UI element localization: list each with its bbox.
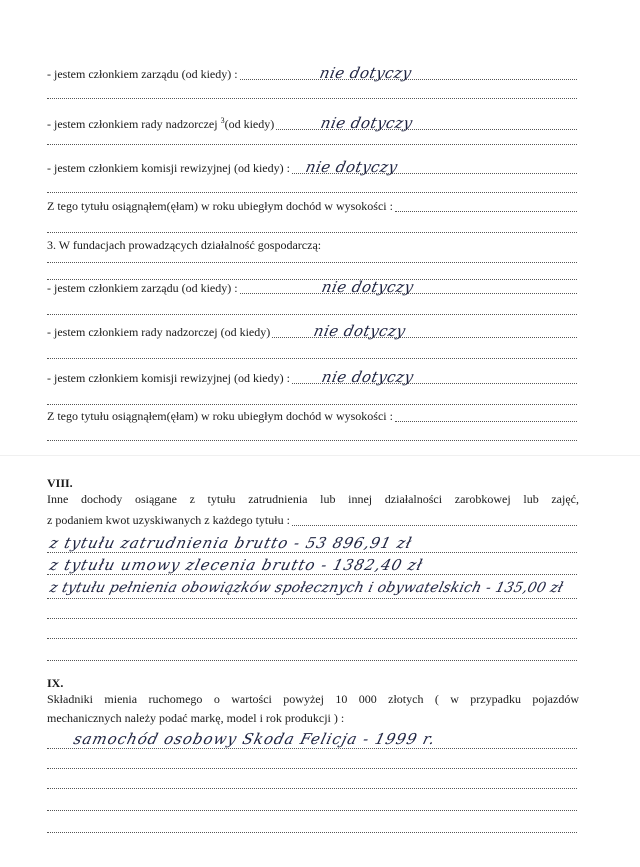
audit-committee-field bbox=[292, 158, 577, 178]
audit-committee-handwritten-value: nie dotyczy bbox=[304, 158, 400, 176]
section-viii-description-row bbox=[47, 510, 577, 530]
footnote-marker: 3 bbox=[220, 116, 225, 125]
blank-dotted-line bbox=[47, 660, 577, 661]
blank-dotted-line bbox=[47, 404, 577, 405]
other-income-entry-2: z tytułu umowy zlecenia brutto - 1382,40 zł bbox=[47, 556, 426, 574]
blank-dotted-line bbox=[47, 810, 577, 811]
audit-committee-label: - jestem członkiem komisji rewizyjnej (od kiedy) : bbox=[47, 161, 290, 175]
paper-crease bbox=[0, 455, 640, 456]
income-label: Z tego tytułu osiągnąłem(ęłam) w roku ubiegłym dochód w wysokości : bbox=[47, 199, 393, 213]
board-member-field bbox=[240, 64, 577, 84]
foundation-board-member-field bbox=[240, 278, 577, 298]
board-member-handwritten-value: nie dotyczy bbox=[317, 64, 414, 82]
blank-dotted-line bbox=[47, 262, 577, 263]
blank-dotted-line bbox=[47, 98, 577, 99]
blank-dotted-line bbox=[47, 618, 577, 619]
foundation-supervisory-label: - jestem członkiem rady nadzorczej (od kiedy) bbox=[47, 325, 271, 339]
section-viii-heading: VIII. bbox=[47, 476, 73, 490]
supervisory-board-field bbox=[276, 114, 577, 134]
income-row bbox=[47, 196, 577, 216]
movable-property-entry-1: samochód osobowy Skoda Felicja - 1999 r. bbox=[71, 730, 438, 748]
section-ix-description-line-1: Składniki mienia ruchomego o wartości powyżej 10 000 złotych ( w przypadku pojazdów bbox=[47, 692, 579, 706]
blank-dotted-line bbox=[47, 832, 577, 833]
blank-dotted-line bbox=[47, 440, 577, 441]
foundation-income-field bbox=[395, 406, 577, 426]
foundation-audit-label: - jestem członkiem komisji rewizyjnej (od kiedy) : bbox=[47, 371, 290, 385]
blank-dotted-line bbox=[47, 598, 577, 599]
foundation-board-member-label: - jestem członkiem zarządu (od kiedy) : bbox=[47, 281, 238, 295]
foundation-audit-handwritten-value: nie dotyczy bbox=[320, 368, 416, 386]
board-member-label: - jestem członkiem zarządu (od kiedy) : bbox=[47, 67, 238, 81]
income-field bbox=[395, 196, 577, 216]
supervisory-board-handwritten-value: nie dotyczy bbox=[319, 114, 415, 132]
foundation-audit-field bbox=[292, 368, 577, 388]
blank-dotted-line bbox=[47, 192, 577, 193]
section-viii-description-line-1: Inne dochody osiągane z tytułu zatrudnienia lub innej działalności zarobkowej lub zajęć, bbox=[47, 492, 579, 506]
section-ix-description-line-2: mechanicznych należy podać markę, model i rok produkcji ) : bbox=[47, 711, 345, 725]
foundation-supervisory-row bbox=[47, 322, 577, 342]
supervisory-board-row bbox=[47, 114, 577, 134]
foundation-supervisory-field bbox=[272, 322, 577, 342]
board-member-row bbox=[47, 64, 577, 84]
blank-dotted-line bbox=[47, 748, 577, 749]
foundation-board-member-handwritten-value: nie dotyczy bbox=[319, 278, 416, 296]
foundation-audit-row bbox=[47, 368, 577, 388]
foundation-income-row bbox=[47, 406, 577, 426]
blank-dotted-line bbox=[47, 552, 577, 553]
other-income-entry-1: z tytułu zatrudnienia brutto - 53 896,91 zł bbox=[47, 534, 415, 552]
blank-dotted-line bbox=[47, 358, 577, 359]
foundations-section-title: 3. W fundacjach prowadzących działalność gospodarczą: bbox=[47, 238, 322, 252]
blank-dotted-line bbox=[47, 144, 577, 145]
other-income-entry-3: z tytułu pełnienia obowiązków społecznych i obywatelskich - 135,00 zł bbox=[48, 580, 565, 596]
blank-dotted-line bbox=[47, 788, 577, 789]
supervisory-board-label: - jestem członkiem rady nadzorczej $^3$(od kiedy) bbox=[47, 116, 275, 131]
foundation-income-label: Z tego tytułu osiągnąłem(ęłam) w roku ubiegłym dochód w wysokości : bbox=[47, 409, 393, 423]
foundation-board-member-row bbox=[47, 278, 577, 298]
blank-dotted-line bbox=[47, 574, 577, 575]
section-viii-description-field bbox=[292, 510, 577, 530]
blank-dotted-line bbox=[47, 232, 577, 233]
blank-dotted-line bbox=[47, 314, 577, 315]
blank-dotted-line bbox=[47, 768, 577, 769]
blank-dotted-line bbox=[47, 638, 577, 639]
section-viii-description-line-2: z podaniem kwot uzyskiwanych z każdego tytułu : bbox=[47, 513, 290, 527]
section-ix-heading: IX. bbox=[47, 676, 64, 690]
foundation-supervisory-handwritten-value: nie dotyczy bbox=[312, 322, 408, 340]
audit-committee-row bbox=[47, 158, 577, 178]
